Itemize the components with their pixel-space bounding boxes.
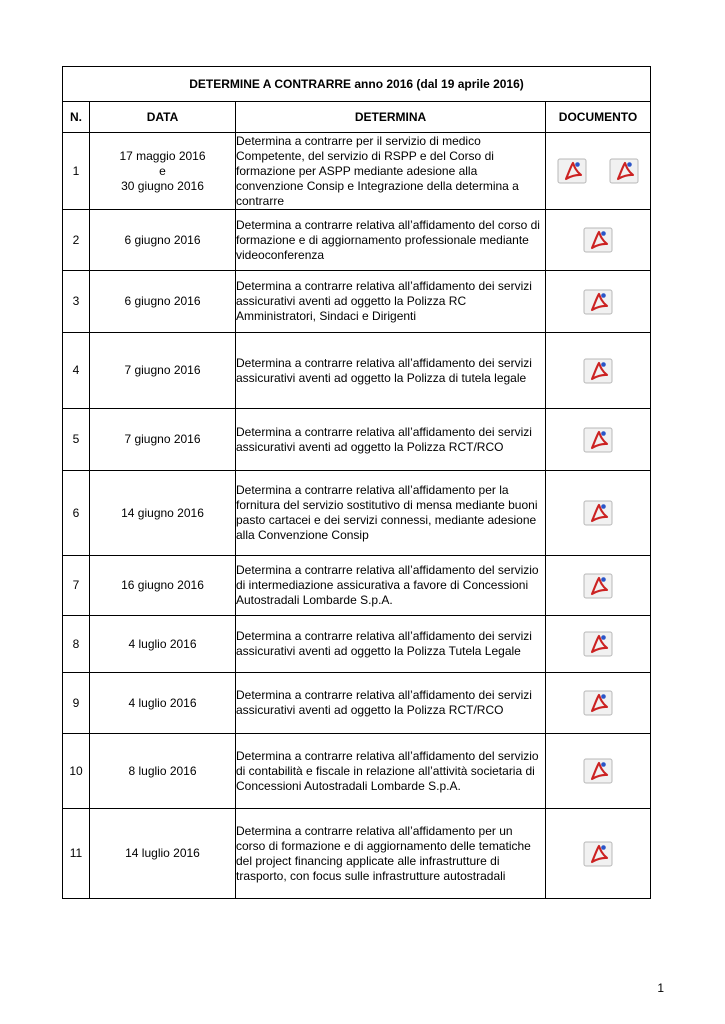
table-row (63, 673, 651, 734)
date-line: 8 luglio 2016 (128, 763, 197, 778)
row-date (90, 271, 236, 333)
row-date (90, 210, 236, 271)
row-documento (546, 271, 651, 333)
row-determina: Determina a contrarre relativa all’affidamento del servizio di intermediazione assicurativa a favore di Concessioni Autostradali Lombarde S.p.A. (236, 556, 546, 616)
row-number: 8 (63, 616, 90, 673)
date-line: 7 giugno 2016 (124, 432, 201, 446)
header-num: N. (63, 102, 90, 133)
row-number: 5 (63, 409, 90, 471)
row-number: 11 (63, 809, 90, 899)
row-documento (546, 734, 651, 809)
row-date (90, 616, 236, 673)
table-row (63, 271, 651, 333)
table-row (63, 734, 651, 809)
header-date: DATA (90, 102, 236, 133)
table-row (63, 210, 651, 271)
row-number: 1 (63, 133, 90, 210)
table-body (63, 133, 651, 899)
row-documento (546, 616, 651, 673)
row-date (90, 809, 236, 899)
row-determina: Determina a contrarre relativa all’affidamento dei servizi assicurativi aventi ad oggetto la Polizza Tutela Legale (236, 616, 546, 673)
table-row (63, 556, 651, 616)
date-line: 14 luglio 2016 (125, 846, 200, 860)
pdf-document-icon[interactable] (583, 631, 613, 657)
row-number: 10 (63, 734, 90, 809)
row-documento (546, 471, 651, 556)
row-determina: Determina a contrarre relativa all’affidamento dei servizi assicurativi aventi ad oggetto la Polizza RC Amministratori, Sindaci e Dirigenti (236, 271, 546, 333)
page-number: 1 (657, 981, 664, 995)
date-line: 16 giugno 2016 (121, 578, 204, 592)
row-documento (546, 809, 651, 899)
header-determina: DETERMINA (236, 102, 546, 133)
pdf-document-icon[interactable] (583, 841, 613, 867)
date-line: 17 maggio 2016 (119, 148, 206, 163)
row-date (90, 673, 236, 734)
pdf-document-icon[interactable] (583, 289, 613, 315)
row-date (90, 734, 236, 809)
row-documento (546, 556, 651, 616)
row-documento (546, 673, 651, 734)
date-line: 4 luglio 2016 (128, 636, 197, 651)
date-line: 7 giugno 2016 (124, 363, 201, 377)
row-number: 9 (63, 673, 90, 734)
determine-table (62, 66, 651, 899)
row-documento (546, 133, 651, 210)
row-date (90, 471, 236, 556)
row-date (90, 333, 236, 409)
row-documento (546, 409, 651, 471)
table-row (63, 809, 651, 899)
date-line: 6 giugno 2016 (124, 232, 201, 247)
date-line: 14 giugno 2016 (121, 505, 204, 520)
table-row (63, 616, 651, 673)
row-determina: Determina a contrarre relativa all’affidamento per un corso di formazione e di aggiornamento delle tematiche del project financing applicate alle infrastrutture di trasporto, con focus sulle infrastrutture autostradali (236, 809, 546, 899)
row-determina: Determina a contrarre relativa all’affidamento del corso di formazione e di aggiornamento professionale mediante videoconferenza (236, 210, 546, 271)
pdf-document-icon[interactable] (583, 227, 613, 253)
row-date (90, 133, 236, 210)
pdf-document-icon[interactable] (583, 573, 613, 599)
row-number: 4 (63, 333, 90, 409)
row-determina: Determina a contrarre relativa all’affidamento dei servizi assicurativi aventi ad oggetto la Polizza di tutela legale (236, 333, 546, 409)
row-number: 3 (63, 271, 90, 333)
table-title: DETERMINE A CONTRARRE anno 2016 (dal 19 aprile 2016) (63, 67, 651, 102)
row-number: 6 (63, 471, 90, 556)
date-line: e (159, 163, 166, 178)
row-determina: Determina a contrarre relativa all’affidamento dei servizi assicurativi aventi ad oggetto la Polizza RCT/RCO (236, 673, 546, 734)
date-line: 6 giugno 2016 (124, 294, 201, 308)
table-row (63, 409, 651, 471)
table-row (63, 133, 651, 210)
row-date (90, 556, 236, 616)
row-determina: Determina a contrarre relativa all’affidamento del servizio di contabilità e fiscale in relazione all’attività societaria di Concessioni Autostradali Lombarde S.p.A. (236, 734, 546, 809)
row-determina: Determina a contrarre relativa all’affidamento dei servizi assicurativi aventi ad oggetto la Polizza RCT/RCO (236, 409, 546, 471)
pdf-document-icon[interactable] (609, 158, 639, 184)
pdf-document-icon[interactable] (583, 758, 613, 784)
row-number: 2 (63, 210, 90, 271)
row-number: 7 (63, 556, 90, 616)
header-documento: DOCUMENTO (546, 102, 651, 133)
row-determina: Determina a contrarre per il servizio di medico Competente, del servizio di RSPP e del Corso di formazione per ASPP mediante adesione alla convenzione Consip e Integrazione della determina a contrarre (236, 133, 546, 210)
pdf-document-icon[interactable] (583, 690, 613, 716)
pdf-document-icon[interactable] (583, 500, 613, 526)
table-row (63, 333, 651, 409)
row-documento (546, 333, 651, 409)
row-determina: Determina a contrarre relativa all’affidamento per la fornitura del servizio sostitutivo di mensa mediante buoni pasto cartacei e dei servizi connessi, mediante adesione alla Convenzione Consip (236, 471, 546, 556)
row-date (90, 409, 236, 471)
pdf-document-icon[interactable] (557, 158, 587, 184)
pdf-document-icon[interactable] (583, 358, 613, 384)
date-line: 30 giugno 2016 (121, 178, 204, 193)
row-documento (546, 210, 651, 271)
table-row (63, 471, 651, 556)
pdf-document-icon[interactable] (583, 427, 613, 453)
date-line: 4 luglio 2016 (128, 695, 197, 710)
